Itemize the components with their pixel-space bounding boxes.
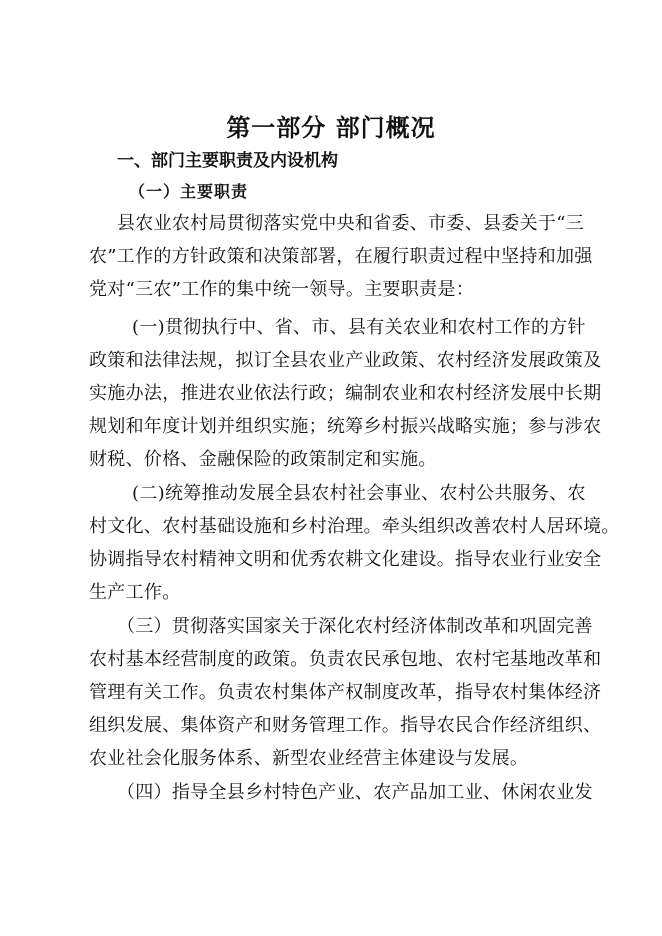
- body-line-13: （三）贯彻落实国家关于深化农村经济体制改革和巩固完善: [117, 616, 593, 637]
- body-line-7: 规划和年度计划并组织实施；统筹乡村振兴战略实施；参与涉农: [89, 416, 602, 437]
- section-heading: 一、部门主要职责及内设机构: [117, 151, 338, 171]
- body-line-15: 管理有关工作。负责农村集体产权制度改革，指导农村集体经济: [89, 682, 602, 703]
- body-line-2: 农”工作的方针政策和决策部署，在履行职责过程中坚持和加强: [89, 246, 593, 267]
- body-line-12: 生产工作。: [89, 582, 181, 603]
- body-line-9: (二)统筹推动发展全县农村社会事业、农村公共服务、农: [132, 483, 586, 504]
- body-line-10: 村文化、农村基础设施和乡村治理。牵头组织改善农村人居环境。: [89, 516, 620, 537]
- body-line-8: 财税、价格、金融保险的政策制定和实施。: [89, 449, 437, 470]
- body-line-5: 政策和法律法规，拟订全县农业产业政策、农村经济发展政策及: [89, 350, 602, 371]
- body-line-11: 协调指导农村精神文明和优秀农耕文化建设。指导农业行业安全: [89, 549, 602, 570]
- page-title: 第一部分 部门概况: [226, 114, 436, 142]
- body-line-14: 农村基本经营制度的政策。负责农民承包地、农村宅基地改革和: [89, 649, 602, 670]
- body-line-16: 组织发展、集体资产和财务管理工作。指导农民合作经济组织、: [89, 715, 602, 736]
- body-line-1: 县农业农村局贯彻落实党中央和省委、市委、县委关于“三: [117, 213, 584, 234]
- body-line-6: 实施办法，推进农业依法行政；编制农业和农村经济发展中长期: [89, 383, 602, 404]
- body-line-3: 党对“三农”工作的集中统一领导。主要职责是：: [89, 279, 475, 300]
- subsection-heading: （一）主要职责: [129, 182, 249, 201]
- body-line-4: (一)贯彻执行中、省、市、县有关农业和农村工作的方针: [132, 317, 586, 338]
- body-line-17: 农业社会化服务体系、新型农业经营主体建设与发展。: [89, 748, 529, 769]
- body-line-18: （四）指导全县乡村特色产业、农产品加工业、休闲农业发: [117, 782, 593, 803]
